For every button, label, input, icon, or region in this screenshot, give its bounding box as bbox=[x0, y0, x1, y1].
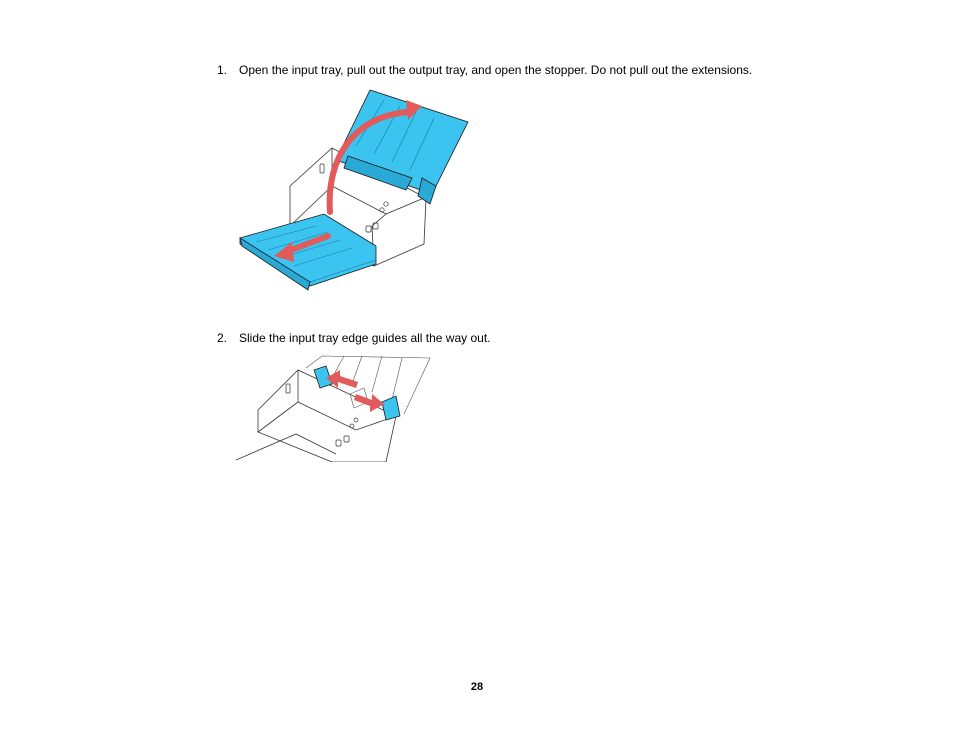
step-2-number: 2. bbox=[217, 331, 228, 345]
step-1 bbox=[217, 63, 752, 77]
scanner-body-closeup bbox=[236, 370, 396, 462]
scanner-edge-guides-illustration bbox=[236, 354, 432, 462]
scanner-open-trays-illustration bbox=[236, 86, 472, 298]
step-2 bbox=[217, 331, 491, 345]
step-1-text: Open the input tray, pull out the output tray, and open the stopper. Do not pull out the extensions. bbox=[239, 63, 753, 77]
step-1-number: 1. bbox=[217, 63, 228, 77]
page-number: 28 bbox=[470, 681, 484, 693]
step-2-text: Slide the input tray edge guides all the way out. bbox=[239, 331, 491, 345]
